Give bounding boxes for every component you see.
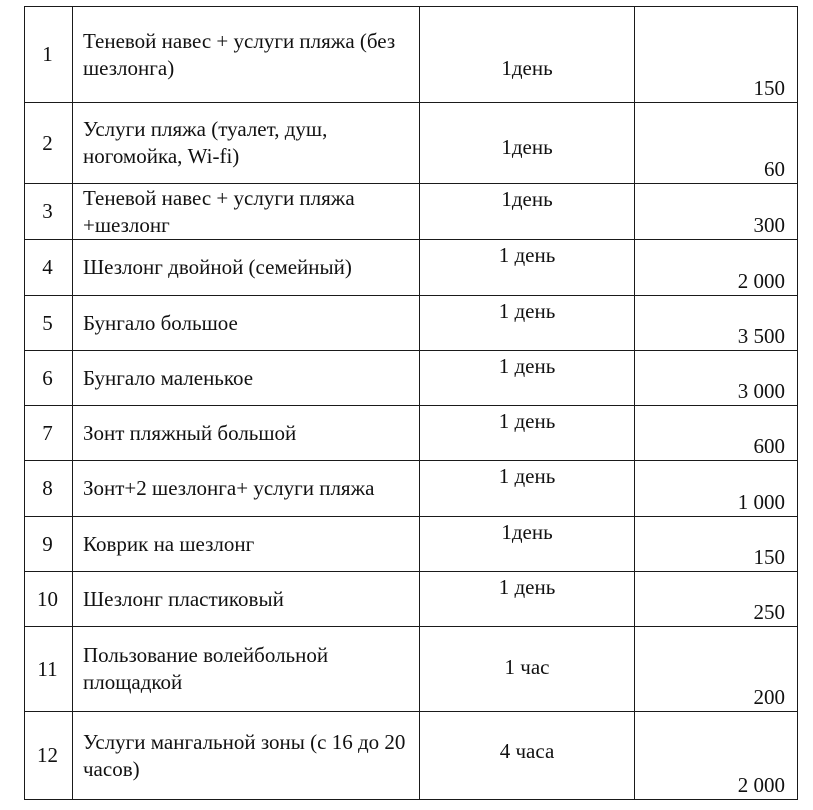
- duration-cell: [420, 103, 635, 184]
- price: 250: [635, 572, 798, 627]
- duration: 1день: [501, 56, 553, 80]
- service-name: Зонт+2 шезлонга+ услуги пляжа: [73, 461, 420, 517]
- service-name: Шезлонг двойной (семейный): [73, 240, 420, 296]
- duration-cell: [420, 461, 635, 517]
- price: 2 000: [635, 712, 798, 800]
- price: 3 500: [635, 296, 798, 351]
- row-number: 1: [25, 7, 73, 103]
- duration: 1день: [501, 135, 553, 159]
- service-name: Теневой навес + услуги пляжа +шезлонг: [73, 184, 420, 240]
- price: 150: [635, 7, 798, 103]
- duration-cell: [420, 627, 635, 712]
- duration-cell: [420, 351, 635, 406]
- price: 200: [635, 627, 798, 712]
- row-number: 4: [25, 240, 73, 296]
- duration-cell: [420, 406, 635, 461]
- service-name: Услуги пляжа (туалет, душ, ногомойка, Wi-fi): [73, 103, 420, 184]
- service-name: Бунгало маленькое: [73, 351, 420, 406]
- duration-cell: [420, 572, 635, 627]
- duration-cell: [420, 296, 635, 351]
- price: 3 000: [635, 351, 798, 406]
- price: 2 000: [635, 240, 798, 296]
- duration: 1 день: [498, 575, 556, 599]
- row-number: 10: [25, 572, 73, 627]
- table-row: [25, 406, 798, 461]
- row-number: 6: [25, 351, 73, 406]
- service-name: Теневой навес + услуги пляжа (без шезлонга): [73, 7, 420, 103]
- service-name: Зонт пляжный большой: [73, 406, 420, 461]
- duration: 1день: [501, 187, 553, 211]
- duration-cell: [420, 184, 635, 240]
- table-row: [25, 712, 798, 800]
- price-table-body: [25, 7, 798, 800]
- duration: 4 часа: [499, 739, 555, 763]
- duration-cell: [420, 517, 635, 572]
- table-row: [25, 461, 798, 517]
- duration: 1 день: [498, 243, 556, 267]
- service-name: Коврик на шезлонг: [73, 517, 420, 572]
- row-number: 7: [25, 406, 73, 461]
- table-row: [25, 240, 798, 296]
- table-row: [25, 572, 798, 627]
- row-number: 3: [25, 184, 73, 240]
- table-row: [25, 517, 798, 572]
- row-number: 9: [25, 517, 73, 572]
- price: 600: [635, 406, 798, 461]
- table-row: [25, 627, 798, 712]
- service-name: Шезлонг пластиковый: [73, 572, 420, 627]
- service-name: Бунгало большое: [73, 296, 420, 351]
- price: 60: [635, 103, 798, 184]
- price-table: [24, 6, 798, 800]
- duration: 1 день: [498, 354, 556, 378]
- duration: 1 день: [498, 409, 556, 433]
- duration: 1день: [501, 520, 553, 544]
- price: 300: [635, 184, 798, 240]
- table-row: [25, 103, 798, 184]
- row-number: 2: [25, 103, 73, 184]
- duration-cell: [420, 7, 635, 103]
- row-number: 11: [25, 627, 73, 712]
- duration-cell: [420, 712, 635, 800]
- table-row: [25, 351, 798, 406]
- table-row: [25, 7, 798, 103]
- service-name: Услуги мангальной зоны (с 16 до 20 часов): [73, 712, 420, 800]
- row-number: 12: [25, 712, 73, 800]
- price: 1 000: [635, 461, 798, 517]
- duration: 1 день: [498, 464, 556, 488]
- price: 150: [635, 517, 798, 572]
- row-number: 5: [25, 296, 73, 351]
- duration: 1 час: [504, 655, 550, 679]
- duration: 1 день: [498, 299, 556, 323]
- service-name: Пользование волейбольной площадкой: [73, 627, 420, 712]
- table-row: [25, 184, 798, 240]
- duration-cell: [420, 240, 635, 296]
- table-row: [25, 296, 798, 351]
- row-number: 8: [25, 461, 73, 517]
